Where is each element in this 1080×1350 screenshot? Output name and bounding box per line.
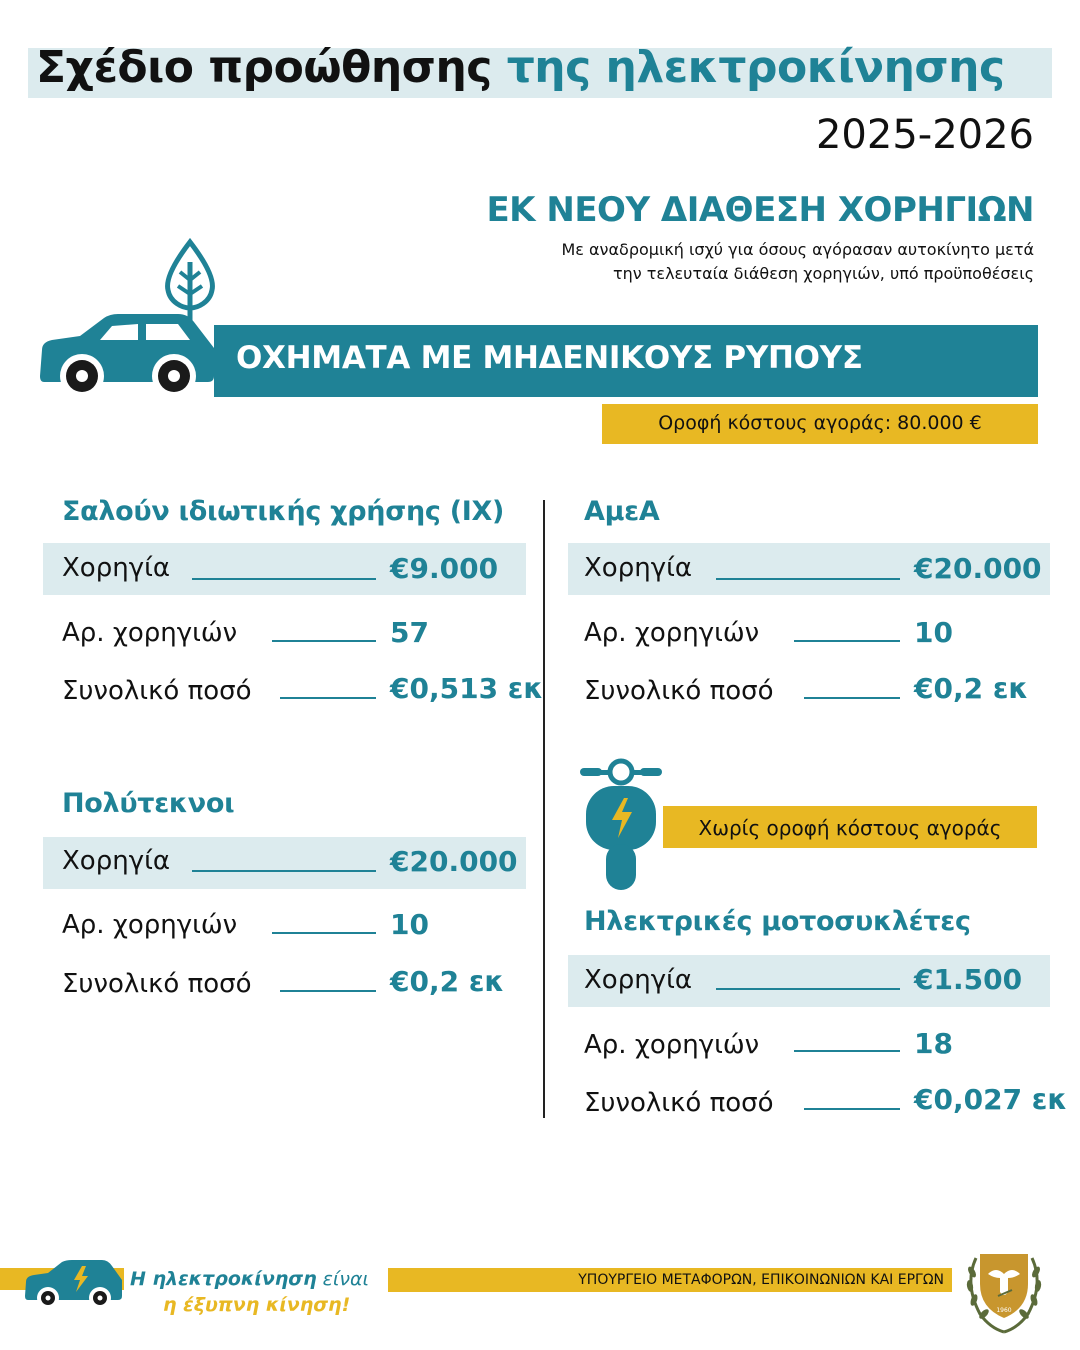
title-part1: Σχέδιο προώθησης xyxy=(36,42,492,93)
row-label-grant: Χορηγία xyxy=(62,553,171,583)
row-value-grant: €20.000 xyxy=(914,552,1042,585)
row-label-total: Συνολικό ποσό xyxy=(584,1088,774,1118)
banner-title: ΟΧΗΜΑΤΑ ΜΕ ΜΗΔΕΝΙΚΟΥΣ ΡΥΠΟΥΣ xyxy=(236,340,863,376)
row-label-grant: Χορηγία xyxy=(584,965,693,995)
row-value-grant: €9.000 xyxy=(390,552,499,585)
cost-cap-text: Οροφή κόστους αγοράς: 80.000 € xyxy=(658,412,982,434)
section-title-amea: ΑμεΑ xyxy=(584,496,660,527)
row-value-total: €0,2 εκ xyxy=(390,965,505,998)
row-value-count: 18 xyxy=(914,1027,953,1060)
footer-slogan-line2: η έξυπνη κίνηση! xyxy=(163,1294,351,1316)
slogan-plain: είναι xyxy=(316,1268,369,1290)
cyprus-emblem-icon xyxy=(958,1244,1050,1336)
column-divider xyxy=(543,500,545,1118)
leader-line xyxy=(280,697,376,699)
row-value-total: €0,513 εκ xyxy=(390,672,544,705)
section-title-polyteknoi: Πολύτεκνοι xyxy=(62,788,235,819)
car-icon xyxy=(38,312,218,404)
row-value-count: 10 xyxy=(914,616,953,649)
row-label-count: Αρ. χορηγιών xyxy=(62,618,238,648)
slogan-bold: Η ηλεκτροκίνηση xyxy=(130,1268,317,1290)
row-value-grant: €20.000 xyxy=(390,845,518,878)
row-label-count: Αρ. χορηγιών xyxy=(62,910,238,940)
leader-line xyxy=(794,1050,900,1052)
subtext-line1: Με αναδρομική ισχύ για όσους αγόρασαν αυτοκίνητο μετά xyxy=(561,240,1034,259)
leader-line xyxy=(716,578,900,580)
subtext-line2: την τελευταία διάθεση χορηγιών, υπό προϋποθέσεις xyxy=(612,264,1034,283)
footer-slogan-line1 xyxy=(130,1268,369,1290)
leader-line xyxy=(272,932,376,934)
leader-line xyxy=(192,578,376,580)
scooter-icon xyxy=(578,758,664,892)
year-label: 2025-2026 xyxy=(815,112,1034,158)
row-value-total: €0,2 εκ xyxy=(914,672,1029,705)
section-title-saloon: Σαλούν ιδιωτικής χρήσης (ΙΧ) xyxy=(62,496,505,527)
leader-line xyxy=(716,988,900,990)
row-label-total: Συνολικό ποσό xyxy=(62,676,252,706)
row-label-count: Αρ. χορηγιών xyxy=(584,1030,760,1060)
ministry-name: ΥΠΟΥΡΓΕΙΟ ΜΕΤΑΦΟΡΩΝ, ΕΠΙΚΟΙΝΩΝΙΩΝ ΚΑΙ ΕΡΓΩΝ xyxy=(578,1272,944,1288)
row-label-count: Αρ. χορηγιών xyxy=(584,618,760,648)
leader-line xyxy=(804,697,900,699)
subtext xyxy=(394,238,1034,286)
leader-line xyxy=(280,990,376,992)
section-title-motorcycles: Ηλεκτρικές μοτοσυκλέτες xyxy=(584,906,971,937)
emblem-year: 1960 xyxy=(996,1307,1012,1314)
leader-line xyxy=(804,1108,900,1110)
title-part2: της ηλεκτροκίνησης xyxy=(506,42,1005,93)
row-label-total: Συνολικό ποσό xyxy=(62,969,252,999)
row-label-grant: Χορηγία xyxy=(584,553,693,583)
leader-line xyxy=(794,640,900,642)
page-title xyxy=(36,42,1005,93)
electric-car-icon xyxy=(24,1258,124,1310)
row-value-grant: €1.500 xyxy=(914,963,1023,996)
row-value-count: 57 xyxy=(390,616,429,649)
row-value-count: 10 xyxy=(390,908,429,941)
row-label-total: Συνολικό ποσό xyxy=(584,676,774,706)
leader-line xyxy=(192,870,376,872)
row-value-total: €0,027 εκ xyxy=(914,1083,1068,1116)
headline: ΕΚ ΝΕΟΥ ΔΙΑΘΕΣΗ ΧΟΡΗΓΙΩΝ xyxy=(486,190,1034,230)
leader-line xyxy=(272,640,376,642)
row-label-grant: Χορηγία xyxy=(62,846,171,876)
no-cost-cap-text: Χωρίς οροφή κόστους αγοράς xyxy=(698,816,1002,840)
